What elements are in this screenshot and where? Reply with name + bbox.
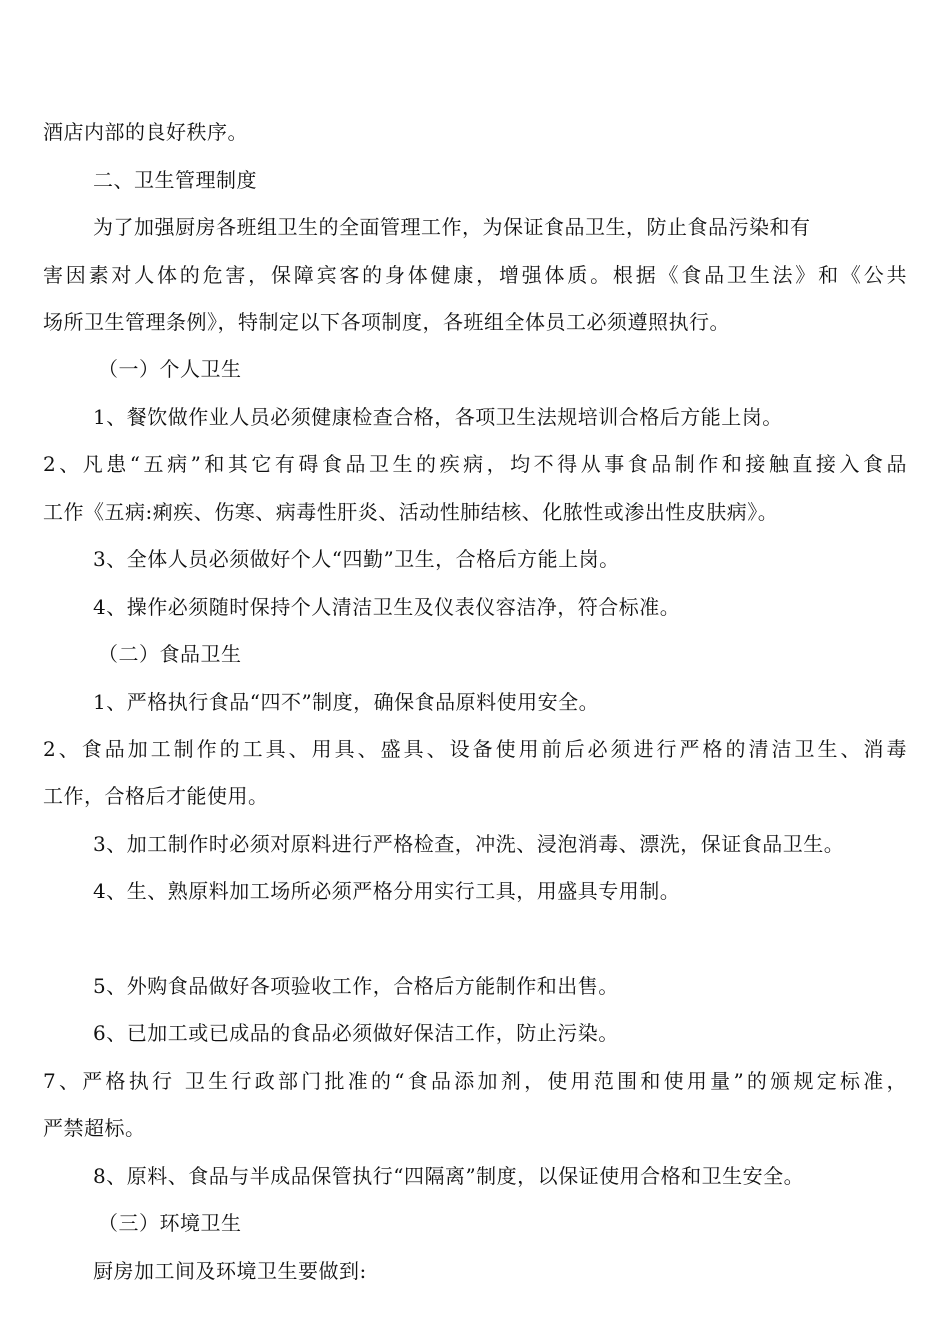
list-item: 工作《五病:痢疾、伤寒、病毒性肝炎、活动性肺结核、化脓性或渗出性皮肤病》。: [43, 500, 779, 524]
paragraph-line: 酒店内部的良好秩序。: [43, 120, 248, 144]
subsection-heading: （一）个人卫生: [98, 357, 242, 381]
list-item: 3、全体人员必须做好个人“四勤”卫生，合格后方能上岗。: [93, 547, 620, 571]
list-item: 4、操作必须随时保持个人清洁卫生及仪表仪容洁净，符合标准。: [93, 595, 681, 619]
paragraph-line: 为了加强厨房各班组卫生的全面管理工作，为保证食品卫生，防止食品污染和有: [93, 215, 811, 239]
list-item: 8、原料、食品与半成品保管执行“四隔离”制度，以保证使用合格和卫生安全。: [93, 1164, 805, 1188]
list-item: 1、严格执行食品“四不”制度，确保食品原料使用安全。: [93, 690, 600, 714]
paragraph-line: 场所卫生管理条例》，特制定以下各项制度，各班组全体员工必须遵照执行。: [43, 310, 730, 334]
subsection-heading: （三）环境卫生: [98, 1211, 242, 1235]
list-item: 6、已加工或已成品的食品必须做好保洁工作，防止污染。: [93, 1021, 619, 1045]
list-item: 严禁超标。: [43, 1116, 146, 1140]
list-item: 2、凡患“五病”和其它有碍食品卫生的疾病，均不得从事食品制作和接触直接入食品: [43, 452, 907, 476]
list-item: 工作，合格后才能使用。: [43, 784, 269, 808]
subsection-heading: （二）食品卫生: [98, 642, 242, 666]
list-item: 2、食品加工制作的工具、用具、盛具、设备使用前后必须进行严格的清洁卫生、消毒: [43, 737, 907, 761]
list-item: 5、外购食品做好各项验收工作，合格后方能制作和出售。: [93, 974, 619, 998]
list-item: 3、加工制作时必须对原料进行严格检查，冲洗、浸泡消毒、漂洗，保证食品卫生。: [93, 832, 845, 856]
paragraph-line: 厨房加工间及环境卫生要做到:: [93, 1259, 367, 1283]
list-item: 7、严格执行 卫生行政部门批准的“食品添加剂，使用范围和使用量”的颁规定标准，: [43, 1069, 907, 1093]
paragraph-line: 害因素对人体的危害，保障宾客的身体健康，增强体质。根据《食品卫生法》和《公共: [43, 263, 907, 287]
list-item: 1、餐饮做作业人员必须健康检查合格，各项卫生法规培训合格后方能上岗。: [93, 405, 783, 429]
list-item: 4、生、熟原料加工场所必须严格分用实行工具，用盛具专用制。: [93, 879, 681, 903]
section-heading: 二、卫生管理制度: [93, 168, 257, 192]
